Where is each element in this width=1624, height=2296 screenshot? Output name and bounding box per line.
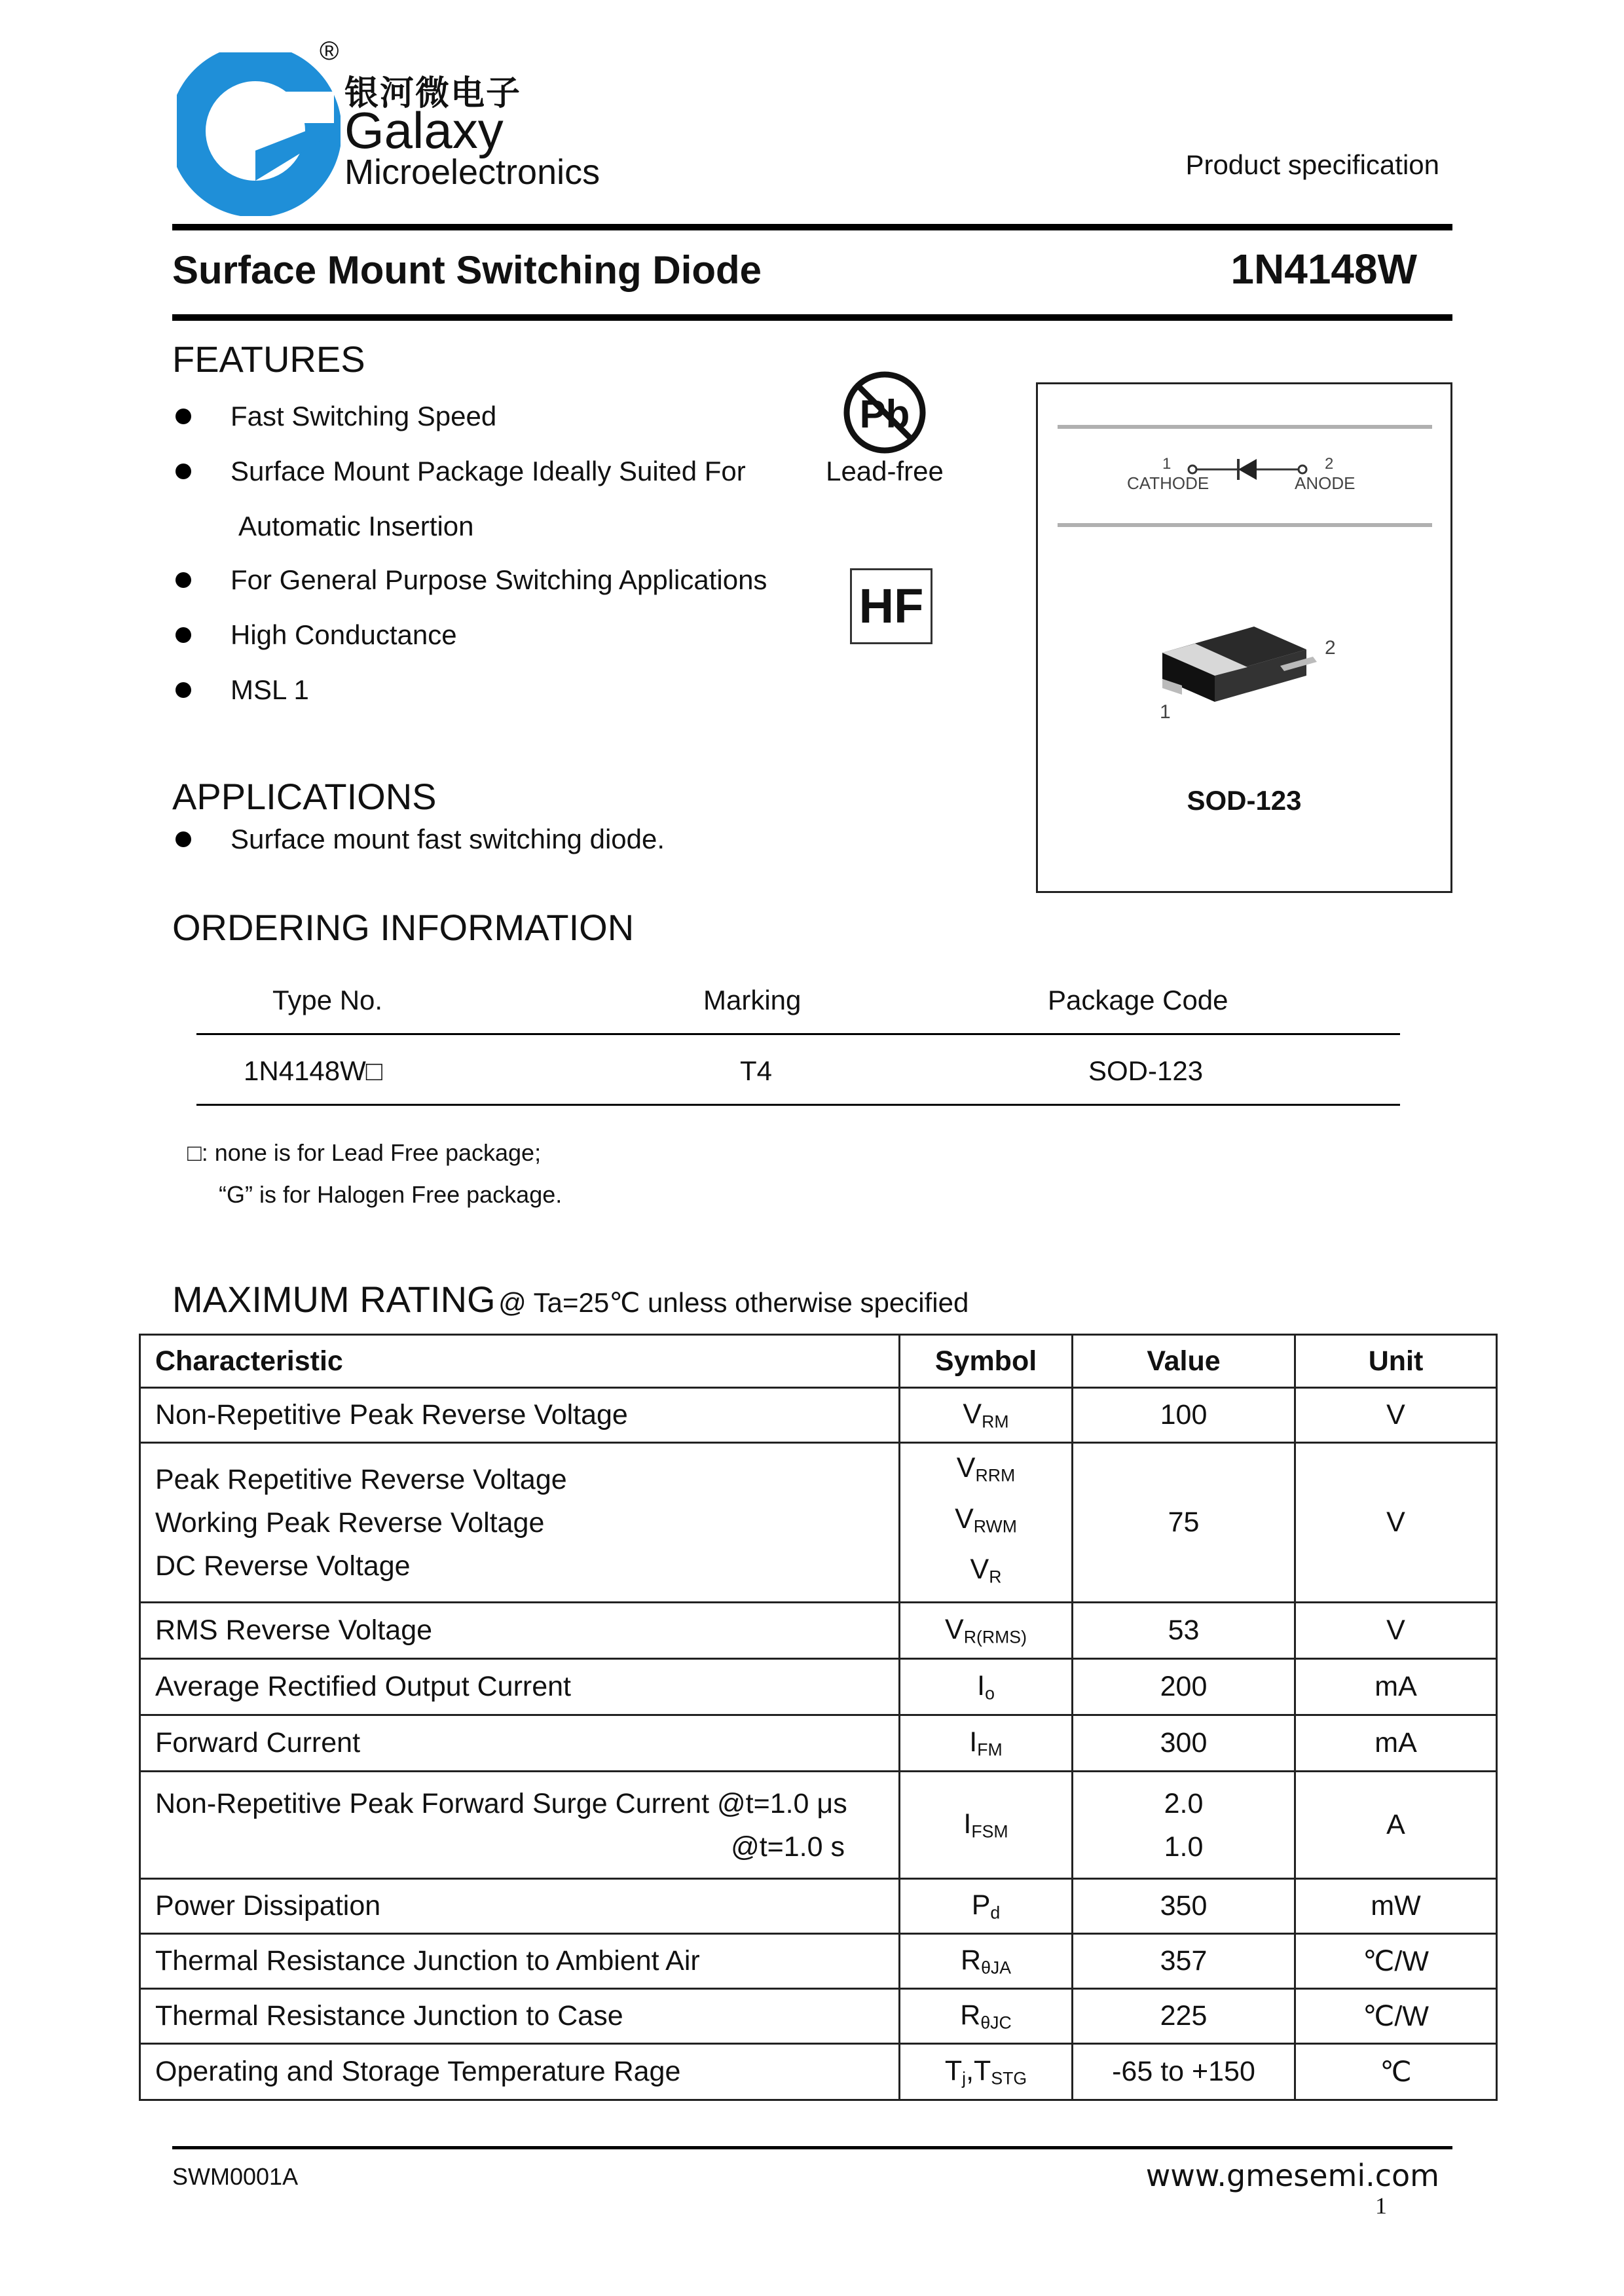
unit-cell: mW bbox=[1295, 1879, 1497, 1934]
pb-symbol: Pb bbox=[859, 392, 910, 436]
ordering-marking-value: T4 bbox=[740, 1055, 773, 1086]
characteristic-cell: Thermal Resistance Junction to Case bbox=[140, 1989, 900, 2044]
ordering-type-value: 1N4148W□ bbox=[244, 1055, 383, 1086]
ordering-note-2: “G” is for Halogen Free package. bbox=[219, 1181, 563, 1208]
diagram-line-top bbox=[1058, 425, 1432, 429]
diode-symbol-icon bbox=[1058, 450, 1432, 489]
unit-cell: mA bbox=[1295, 1715, 1497, 1772]
value-cell: 300 bbox=[1073, 1715, 1295, 1772]
bullet bbox=[175, 409, 191, 424]
symbol-cell: $I_{FSM}$ bbox=[900, 1772, 1073, 1879]
symbol-cell: $I_{FM}$ bbox=[900, 1715, 1073, 1772]
bullet bbox=[175, 464, 191, 479]
footer-rule bbox=[172, 2146, 1452, 2149]
unit-cell: ℃ bbox=[1295, 2044, 1497, 2100]
value-cell: 350 bbox=[1073, 1879, 1295, 1934]
header-rule-top bbox=[172, 224, 1452, 230]
page-title: Surface Mount Switching Diode bbox=[172, 248, 762, 292]
anode-label: ANODE bbox=[1295, 473, 1356, 493]
table-row bbox=[140, 1934, 1497, 1989]
table-row bbox=[140, 1603, 1497, 1659]
pin1-number: 1 bbox=[1162, 455, 1172, 473]
unit-cell: A bbox=[1295, 1772, 1497, 1879]
table-row bbox=[140, 2044, 1497, 2100]
feature-item-continued: Automatic Insertion bbox=[238, 511, 474, 541]
logo-company-name: Galaxy bbox=[344, 101, 504, 159]
characteristic-cell: Thermal Resistance Junction to Ambient Air bbox=[140, 1934, 900, 1989]
feature-item: Fast Switching Speed bbox=[231, 401, 497, 431]
ordering-header-package: Package Code bbox=[1048, 985, 1228, 1015]
part-number: 1N4148W bbox=[1230, 246, 1417, 293]
unit-cell: V bbox=[1295, 1388, 1497, 1443]
header-symbol: Symbol bbox=[900, 1335, 1073, 1388]
value-cell: 75 bbox=[1073, 1443, 1295, 1603]
page-number: 1 bbox=[1375, 2193, 1387, 2219]
feature-item: Surface Mount Package Ideally Suited For bbox=[231, 456, 746, 486]
logo-chinese-name: 银河微电子 bbox=[344, 74, 522, 113]
lead-free-label: Lead-free bbox=[826, 456, 944, 486]
value-cell: 225 bbox=[1073, 1989, 1295, 2044]
lead-free-badge bbox=[822, 367, 947, 498]
galaxy-logo-icon bbox=[177, 52, 341, 216]
table-row bbox=[140, 1715, 1497, 1772]
max-rating-condition: @ Ta=25℃ unless otherwise specified bbox=[498, 1287, 969, 1318]
package-pin2-number: 2 bbox=[1325, 637, 1336, 659]
diagram-line-bottom bbox=[1058, 523, 1432, 527]
symbol-cell: $P_d$ bbox=[900, 1879, 1073, 1934]
logo-subtitle: Microelectronics bbox=[344, 153, 600, 192]
characteristic-cell: Average Rectified Output Current bbox=[140, 1659, 900, 1715]
characteristic-cell: RMS Reverse Voltage bbox=[140, 1603, 900, 1659]
application-item: Surface mount fast switching diode. bbox=[231, 824, 665, 854]
halogen-free-badge: HF bbox=[850, 568, 932, 644]
header-rule-bottom bbox=[172, 314, 1452, 321]
bullet bbox=[175, 572, 191, 588]
table-header-row bbox=[140, 1335, 1497, 1388]
unit-cell: V bbox=[1295, 1443, 1497, 1603]
symbol-cell: $I_o$ bbox=[900, 1659, 1073, 1715]
characteristic-cell: Power Dissipation bbox=[140, 1879, 900, 1934]
value-cell: 100 bbox=[1073, 1388, 1295, 1443]
header-characteristic: Characteristic bbox=[140, 1335, 900, 1388]
bullet bbox=[175, 682, 191, 698]
product-specification-label: Product specification bbox=[1185, 149, 1439, 180]
symbol-cell: $V_{RM}$ bbox=[900, 1388, 1073, 1443]
value-cell: 200 bbox=[1073, 1659, 1295, 1715]
unit-cell: ℃/W bbox=[1295, 1989, 1497, 2044]
table-row bbox=[140, 1659, 1497, 1715]
document-code: SWM0001A bbox=[172, 2163, 299, 2190]
feature-item: High Conductance bbox=[231, 619, 457, 650]
ordering-header-marking: Marking bbox=[703, 985, 802, 1015]
package-diagram-box bbox=[1036, 382, 1452, 893]
sod123-package-icon bbox=[1156, 613, 1326, 725]
characteristic-cell: Non-Repetitive Peak Reverse Voltage bbox=[140, 1388, 900, 1443]
registered-mark: ® bbox=[320, 37, 339, 65]
unit-cell: ℃/W bbox=[1295, 1934, 1497, 1989]
website-url: www.gmesemi.com bbox=[1145, 2158, 1439, 2193]
symbol-cell: $V_{RRM}$ $V_{RWM}$ $V_R$ bbox=[900, 1443, 1073, 1603]
features-heading: FEATURES bbox=[172, 338, 365, 380]
symbol-cell: $T_j,T_{STG}$ bbox=[900, 2044, 1073, 2100]
value-cell: -65 to +150 bbox=[1073, 2044, 1295, 2100]
table-row bbox=[140, 1443, 1497, 1603]
unit-cell: V bbox=[1295, 1603, 1497, 1659]
bullet bbox=[175, 627, 191, 643]
table-row bbox=[140, 1772, 1497, 1879]
feature-item: MSL 1 bbox=[231, 674, 309, 705]
ordering-rule-bottom bbox=[196, 1104, 1400, 1106]
applications-heading: APPLICATIONS bbox=[172, 776, 437, 817]
ordering-note-1: □: none is for Lead Free package; bbox=[187, 1139, 542, 1166]
symbol-cell: $V_{R(RMS)}$ bbox=[900, 1603, 1073, 1659]
header-value: Value bbox=[1073, 1335, 1295, 1388]
ordering-header-type: Type No. bbox=[272, 985, 383, 1015]
ordering-rule-top bbox=[196, 1033, 1400, 1035]
table-row bbox=[140, 1989, 1497, 2044]
characteristic-cell: Peak Repetitive Reverse Voltage Working Peak Reverse Voltage DC Reverse Voltage bbox=[140, 1443, 900, 1603]
value-cell: 2.0 1.0 bbox=[1073, 1772, 1295, 1879]
package-name: SOD-123 bbox=[1187, 785, 1302, 816]
value-cell: 357 bbox=[1073, 1934, 1295, 1989]
package-pin1-number: 1 bbox=[1160, 701, 1171, 723]
table-row bbox=[140, 1388, 1497, 1443]
characteristic-cell: Non-Repetitive Peak Forward Surge Current @t=1.0 μs @t=1.0 s bbox=[140, 1772, 900, 1879]
characteristic-cell: Operating and Storage Temperature Rage bbox=[140, 2044, 900, 2100]
pin2-number: 2 bbox=[1325, 455, 1334, 473]
company-logo bbox=[177, 39, 622, 216]
max-rating-table bbox=[139, 1334, 1498, 2101]
header-unit: Unit bbox=[1295, 1335, 1497, 1388]
max-rating-heading: MAXIMUM RATING bbox=[172, 1279, 496, 1320]
bullet bbox=[175, 831, 191, 847]
table-row bbox=[140, 1879, 1497, 1934]
ordering-heading: ORDERING INFORMATION bbox=[172, 907, 635, 948]
value-cell: 53 bbox=[1073, 1603, 1295, 1659]
feature-item: For General Purpose Switching Applications bbox=[231, 564, 767, 595]
symbol-cell: $R_{\theta JA}$ bbox=[900, 1934, 1073, 1989]
max-rating-heading-line bbox=[172, 1278, 969, 1321]
cathode-label: CATHODE bbox=[1127, 473, 1209, 493]
unit-cell: mA bbox=[1295, 1659, 1497, 1715]
symbol-cell: $R_{\theta JC}$ bbox=[900, 1989, 1073, 2044]
characteristic-cell: Forward Current bbox=[140, 1715, 900, 1772]
ordering-package-value: SOD-123 bbox=[1088, 1055, 1204, 1086]
